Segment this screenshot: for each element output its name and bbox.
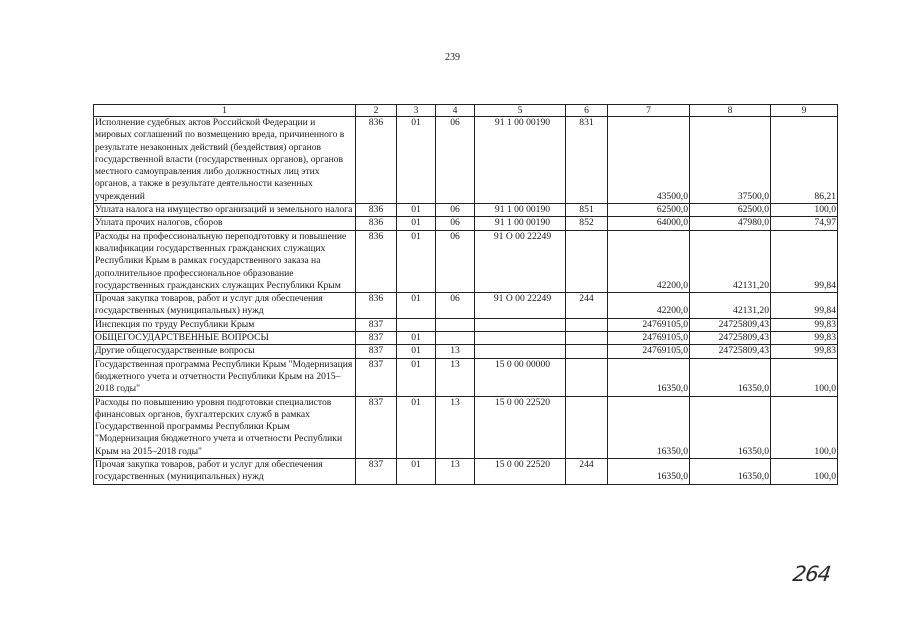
cell-col7: 16350,0 xyxy=(608,459,690,485)
cell-col9: 86,21 xyxy=(771,117,838,204)
cell-col3: 01 xyxy=(397,230,436,292)
cell-col2: 836 xyxy=(356,217,397,230)
cell-col2: 836 xyxy=(356,204,397,217)
cell-col5 xyxy=(475,318,566,331)
cell-col7: 24769105,0 xyxy=(608,345,690,358)
cell-col8: 42131,20 xyxy=(690,230,771,292)
cell-col2: 837 xyxy=(356,459,397,485)
cell-col9: 100,0 xyxy=(771,204,838,217)
cell-col3: 01 xyxy=(397,358,436,396)
cell-col6 xyxy=(566,345,608,358)
cell-col3 xyxy=(397,318,436,331)
cell-col9: 100,0 xyxy=(771,396,838,458)
row-name: Другие общегосударственные вопросы xyxy=(94,345,356,358)
cell-col3: 01 xyxy=(397,459,436,485)
page-number: 239 xyxy=(445,52,460,63)
cell-col6: 852 xyxy=(566,217,608,230)
cell-col6 xyxy=(566,318,608,331)
cell-col5: 15 0 00 22520 xyxy=(475,396,566,458)
row-name: Расходы на профессиональную переподготовку и повышение квалификации государственных гражданских служащих Республики Крым в рамках государственного заказа на дополнительное профессиональное образование государственных гражданских служащих Республики Крым xyxy=(94,230,356,292)
table-row xyxy=(94,459,838,485)
cell-col5: 15 0 00 00000 xyxy=(475,358,566,396)
cell-col2: 837 xyxy=(356,358,397,396)
cell-col9: 100,0 xyxy=(771,459,838,485)
header-cell: 1 xyxy=(94,105,356,117)
header-cell: 3 xyxy=(397,105,436,117)
cell-col8: 47980,0 xyxy=(690,217,771,230)
table-row xyxy=(94,318,838,331)
cell-col7: 24769105,0 xyxy=(608,318,690,331)
row-name: Инспекция по труду Республики Крым xyxy=(94,318,356,331)
cell-col5 xyxy=(475,345,566,358)
cell-col8: 24725809,43 xyxy=(690,318,771,331)
cell-col7: 42200,0 xyxy=(608,293,690,319)
cell-col8: 42131,20 xyxy=(690,293,771,319)
cell-col6 xyxy=(566,396,608,458)
cell-col6: 244 xyxy=(566,459,608,485)
cell-col7: 24769105,0 xyxy=(608,332,690,345)
table-row xyxy=(94,230,838,292)
row-name: Прочая закупка товаров, работ и услуг для обеспечения государственных (муниципальных) нужд xyxy=(94,459,356,485)
cell-col3: 01 xyxy=(397,117,436,204)
cell-col3: 01 xyxy=(397,332,436,345)
budget-table xyxy=(93,104,838,485)
table-row xyxy=(94,358,838,396)
cell-col8: 24725809,43 xyxy=(690,332,771,345)
header-cell: 2 xyxy=(356,105,397,117)
cell-col4: 06 xyxy=(436,117,475,204)
row-name: ОБЩЕГОСУДАРСТВЕННЫЕ ВОПРОСЫ xyxy=(94,332,356,345)
cell-col7: 64000,0 xyxy=(608,217,690,230)
cell-col9: 100,0 xyxy=(771,358,838,396)
cell-col7: 42200,0 xyxy=(608,230,690,292)
header-cell: 9 xyxy=(771,105,838,117)
cell-col4 xyxy=(436,318,475,331)
cell-col5: 91 1 00 00190 xyxy=(475,217,566,230)
header-cell: 8 xyxy=(690,105,771,117)
cell-col3: 01 xyxy=(397,217,436,230)
cell-col4: 13 xyxy=(436,459,475,485)
header-cell: 7 xyxy=(608,105,690,117)
table-row xyxy=(94,345,838,358)
cell-col3: 01 xyxy=(397,345,436,358)
cell-col9: 99,83 xyxy=(771,345,838,358)
table-row xyxy=(94,217,838,230)
row-name: Прочая закупка товаров, работ и услуг для обеспечения государственных (муниципальных) нужд xyxy=(94,293,356,319)
table-row xyxy=(94,293,838,319)
cell-col2: 836 xyxy=(356,230,397,292)
row-name: Исполнение судебных актов Российской Федерации и мировых соглашений по возмещению вреда, причиненного в результате незаконных действий (бездействия) органов государственной власти (государственных органов), органов местного самоуправления либо должностных лиц этих органов, а также в результате деятельности казенных учреждений xyxy=(94,117,356,204)
handwritten-page-number: 264 xyxy=(791,562,832,586)
row-name: Уплата налога на имущество организаций и земельного налога xyxy=(94,204,356,217)
row-name: Государственная программа Республики Крым "Модернизация бюджетного учета и отчетности Республики Крым на 2015–2018 годы" xyxy=(94,358,356,396)
cell-col9: 99,84 xyxy=(771,230,838,292)
cell-col9: 99,83 xyxy=(771,332,838,345)
cell-col6: 831 xyxy=(566,117,608,204)
cell-col2: 837 xyxy=(356,332,397,345)
header-cell: 4 xyxy=(436,105,475,117)
cell-col3: 01 xyxy=(397,204,436,217)
cell-col5: 15 0 00 22520 xyxy=(475,459,566,485)
cell-col5: 91 О 00 22249 xyxy=(475,293,566,319)
table-row xyxy=(94,117,838,204)
cell-col4 xyxy=(436,332,475,345)
cell-col6: 244 xyxy=(566,293,608,319)
table-row xyxy=(94,204,838,217)
table-row xyxy=(94,332,838,345)
cell-col4: 13 xyxy=(436,358,475,396)
cell-col4: 06 xyxy=(436,230,475,292)
header-cell: 5 xyxy=(475,105,566,117)
cell-col9: 74,97 xyxy=(771,217,838,230)
cell-col8: 16350,0 xyxy=(690,459,771,485)
cell-col9: 99,84 xyxy=(771,293,838,319)
cell-col5: 91 О 00 22249 xyxy=(475,230,566,292)
header-row xyxy=(94,105,838,117)
cell-col9: 99,83 xyxy=(771,318,838,331)
cell-col2: 836 xyxy=(356,117,397,204)
cell-col2: 836 xyxy=(356,293,397,319)
cell-col8: 16350,0 xyxy=(690,396,771,458)
cell-col7: 16350,0 xyxy=(608,358,690,396)
cell-col6 xyxy=(566,230,608,292)
cell-col4: 06 xyxy=(436,217,475,230)
cell-col7: 62500,0 xyxy=(608,204,690,217)
cell-col3: 01 xyxy=(397,396,436,458)
cell-col6 xyxy=(566,358,608,396)
row-name: Расходы по повышению уровня подготовки специалистов финансовых органов, бухгалтерских служб в рамках Государственной программы Республики Крым "Модернизация бюджетного учета и отчетности Республики Крым на 2015–2018 годы" xyxy=(94,396,356,458)
cell-col4: 06 xyxy=(436,204,475,217)
row-name: Уплата прочих налогов, сборов xyxy=(94,217,356,230)
header-cell: 6 xyxy=(566,105,608,117)
cell-col7: 16350,0 xyxy=(608,396,690,458)
cell-col5: 91 1 00 00190 xyxy=(475,117,566,204)
cell-col8: 24725809,43 xyxy=(690,345,771,358)
cell-col4: 06 xyxy=(436,293,475,319)
cell-col2: 837 xyxy=(356,345,397,358)
cell-col5 xyxy=(475,332,566,345)
cell-col5: 91 1 00 00190 xyxy=(475,204,566,217)
cell-col2: 837 xyxy=(356,318,397,331)
cell-col8: 37500,0 xyxy=(690,117,771,204)
cell-col8: 62500,0 xyxy=(690,204,771,217)
cell-col2: 837 xyxy=(356,396,397,458)
cell-col6 xyxy=(566,332,608,345)
cell-col6: 851 xyxy=(566,204,608,217)
cell-col8: 16350,0 xyxy=(690,358,771,396)
cell-col4: 13 xyxy=(436,396,475,458)
cell-col7: 43500,0 xyxy=(608,117,690,204)
table-row xyxy=(94,396,838,458)
cell-col3: 01 xyxy=(397,293,436,319)
cell-col4: 13 xyxy=(436,345,475,358)
